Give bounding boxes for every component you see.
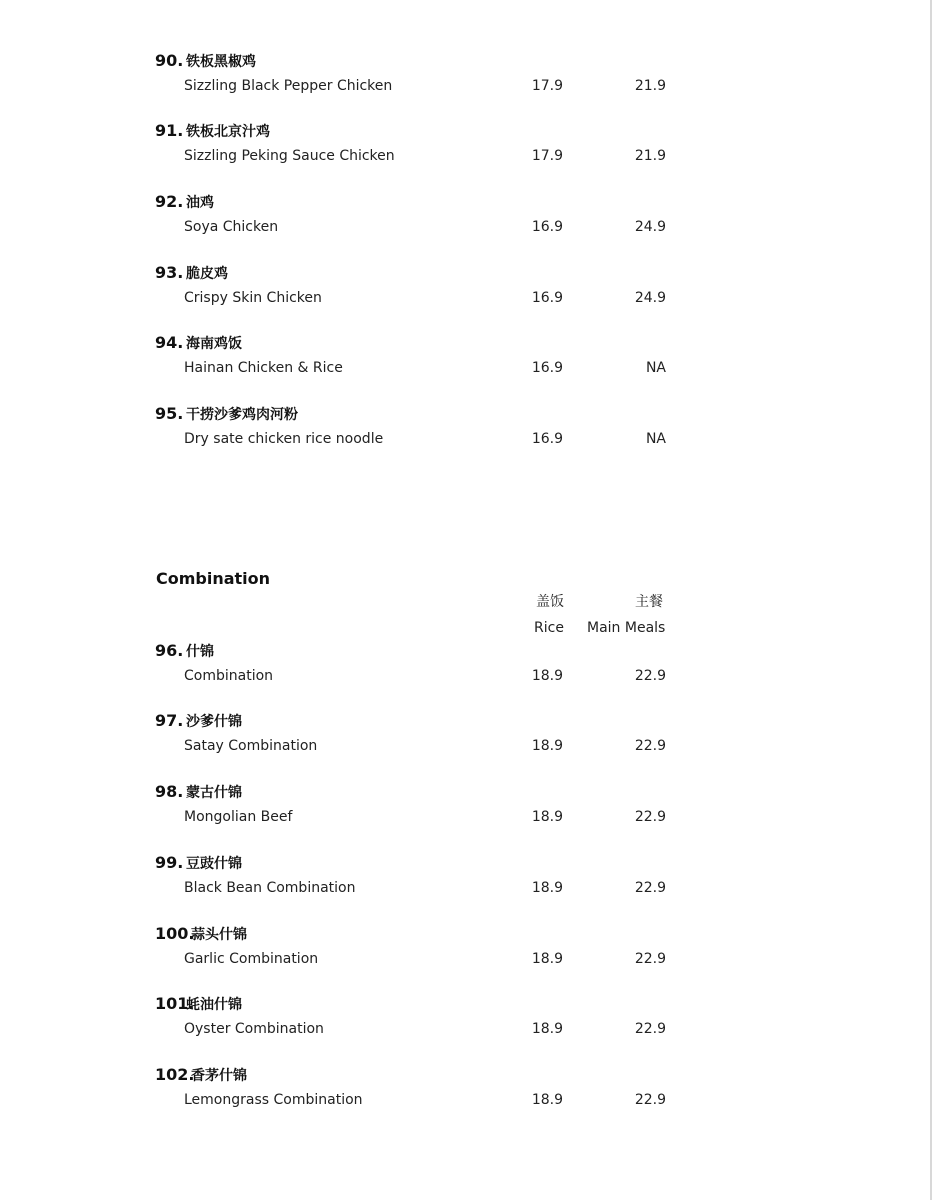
item-price-2: NA	[645, 360, 666, 376]
item-price-rice: 18.9	[531, 738, 563, 754]
item-number: 101.	[155, 994, 195, 1013]
item-price-rice: 18.9	[531, 1092, 563, 1108]
item-price-2: NA	[645, 431, 666, 447]
menu-item-92	[0, 192, 930, 254]
menu-item-100	[0, 924, 930, 986]
menu-item-101	[0, 994, 930, 1056]
column-header-main-meals: Main Meals	[587, 620, 666, 636]
item-chinese-name: 油鸡	[186, 195, 214, 211]
item-price-main: 22.9	[634, 738, 666, 754]
menu-item-98	[0, 782, 930, 844]
item-number: 91.	[155, 121, 184, 140]
menu-item-90	[0, 51, 930, 113]
item-chinese-name: 铁板黑椒鸡	[186, 54, 256, 70]
item-english-name: Mongolian Beef	[184, 809, 293, 825]
column-header-rice: Rice	[534, 620, 564, 636]
item-chinese-name: 脆皮鸡	[186, 266, 228, 282]
menu-item-97	[0, 711, 930, 773]
item-price-2: 21.9	[634, 148, 666, 164]
item-price-2: 24.9	[634, 219, 666, 235]
item-price-1: 16.9	[531, 290, 563, 306]
item-english-name: Sizzling Black Pepper Chicken	[184, 78, 393, 94]
menu-item-99	[0, 853, 930, 915]
item-number: 93.	[155, 263, 184, 282]
item-number: 90.	[155, 51, 184, 70]
item-english-name: Lemongrass Combination	[184, 1092, 363, 1108]
item-english-name: Soya Chicken	[184, 219, 279, 235]
item-price-rice: 18.9	[531, 880, 563, 896]
item-price-rice: 18.9	[531, 951, 563, 967]
item-english-name: Oyster Combination	[184, 1021, 324, 1037]
item-chinese-name: 海南鸡饭	[186, 336, 242, 352]
item-price-1: 16.9	[531, 431, 563, 447]
menu-item-96	[0, 641, 930, 703]
item-number: 102.	[155, 1065, 195, 1084]
item-price-2: 21.9	[634, 78, 666, 94]
item-chinese-name: 香茅什锦	[191, 1068, 247, 1084]
menu-item-93	[0, 263, 930, 325]
item-chinese-name: 蚝油什锦	[186, 997, 242, 1013]
item-price-rice: 18.9	[531, 809, 563, 825]
item-english-name: Black Bean Combination	[184, 880, 356, 896]
item-number: 96.	[155, 641, 184, 660]
item-price-1: 17.9	[531, 148, 563, 164]
section-title: Combination	[156, 569, 271, 588]
item-number: 98.	[155, 782, 184, 801]
item-english-name: Garlic Combination	[184, 951, 319, 967]
item-price-main: 22.9	[634, 668, 666, 684]
item-number: 95.	[155, 404, 184, 423]
item-english-name: Dry sate chicken rice noodle	[184, 431, 384, 447]
item-chinese-name: 什锦	[186, 644, 214, 660]
item-price-rice: 18.9	[531, 668, 563, 684]
item-english-name: Combination	[184, 668, 274, 684]
menu-item-95	[0, 404, 930, 466]
item-english-name: Satay Combination	[184, 738, 318, 754]
item-price-main: 22.9	[634, 880, 666, 896]
column-header-rice-cn: 盖饭	[536, 594, 564, 610]
item-english-name: Hainan Chicken & Rice	[184, 360, 343, 376]
item-number: 100.	[155, 924, 195, 943]
menu-item-102	[0, 1065, 930, 1127]
item-chinese-name: 沙爹什锦	[186, 714, 242, 730]
item-english-name: Sizzling Peking Sauce Chicken	[184, 148, 395, 164]
menu-item-94	[0, 333, 930, 395]
item-price-main: 22.9	[634, 1021, 666, 1037]
item-price-main: 22.9	[634, 809, 666, 825]
item-chinese-name: 铁板北京汁鸡	[186, 124, 270, 140]
item-number: 94.	[155, 333, 184, 352]
item-chinese-name: 蒜头什锦	[191, 927, 247, 943]
item-price-1: 16.9	[531, 360, 563, 376]
item-chinese-name: 豆豉什锦	[186, 856, 242, 872]
item-english-name: Crispy Skin Chicken	[184, 290, 322, 306]
item-price-2: 24.9	[634, 290, 666, 306]
item-number: 92.	[155, 192, 184, 211]
item-chinese-name: 蒙古什锦	[186, 785, 242, 801]
item-number: 97.	[155, 711, 184, 730]
menu-item-91	[0, 121, 930, 183]
item-price-1: 16.9	[531, 219, 563, 235]
item-number: 99.	[155, 853, 184, 872]
item-price-main: 22.9	[634, 951, 666, 967]
item-price-main: 22.9	[634, 1092, 666, 1108]
item-chinese-name: 干捞沙爹鸡肉河粉	[186, 407, 298, 423]
item-price-1: 17.9	[531, 78, 563, 94]
item-price-rice: 18.9	[531, 1021, 563, 1037]
column-header-main-cn: 主餐	[635, 594, 663, 610]
